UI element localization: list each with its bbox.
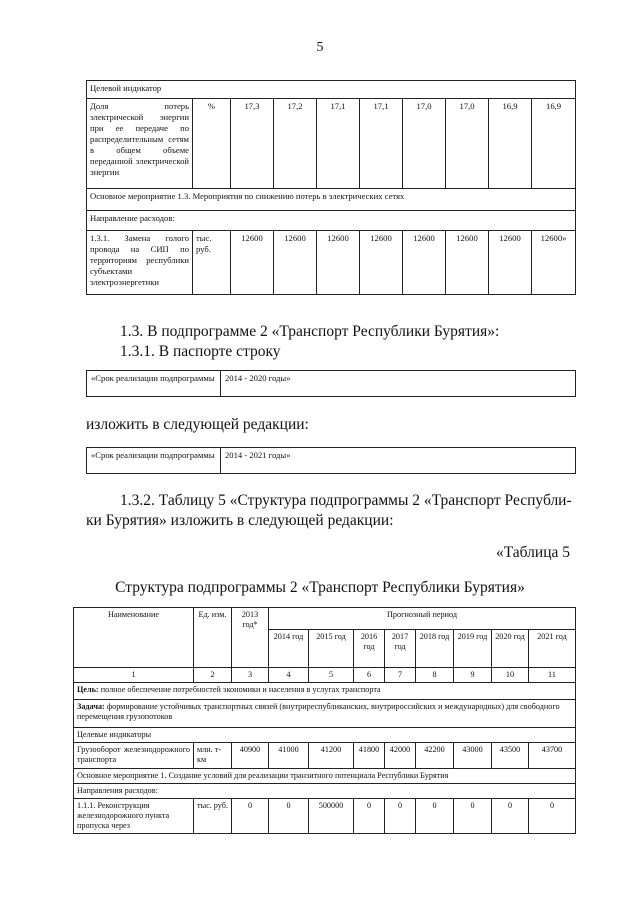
freight-value: 42000 — [385, 743, 416, 769]
header-year: 2016 год — [354, 630, 385, 668]
recon-value: 0 — [232, 799, 269, 834]
header-year: 2018 год — [416, 630, 454, 668]
page-number: 5 — [316, 40, 324, 55]
header-name: Наименование — [74, 608, 194, 668]
goal-row — [74, 683, 576, 700]
indicator-value: 17,2 — [274, 99, 317, 189]
col-number: 3 — [232, 668, 269, 683]
freight-value: 43500 — [492, 743, 529, 769]
freight-value: 41800 — [354, 743, 385, 769]
targets-row: Целевые индикаторы — [74, 728, 576, 743]
header-forecast: Прогнозный период — [269, 608, 576, 630]
recon-value: 0 — [269, 799, 309, 834]
goal-label: Цель: — [77, 685, 99, 694]
paragraph-1-3-1: 1.3.1. В паспорте строку — [120, 343, 281, 360]
freight-name: Грузооборот железнодорожного транспорта — [74, 743, 194, 769]
indicator-value: 17,1 — [360, 99, 403, 189]
freight-value: 40900 — [232, 743, 269, 769]
indicator-value: 17,0 — [403, 99, 446, 189]
recon-value: 0 — [454, 799, 492, 834]
table-caption: «Таблица 5 — [495, 544, 570, 561]
item-value: 12600 — [317, 231, 360, 295]
recon-value: 0 — [529, 799, 576, 834]
structure-title: Структура подпрограммы 2 «Транспорт Республики Бурятия» — [115, 579, 525, 596]
col-number: 9 — [454, 668, 492, 683]
recon-value: 0 — [416, 799, 454, 834]
header-unit: Ед. изм. — [194, 608, 232, 668]
header-year: 2017 год — [385, 630, 416, 668]
task-text: формирование устойчивых транспортных связей (внутриреспубликанских, внутрироссийских и международных) для свободного перемещения грузопотоков — [77, 702, 560, 721]
indicator-unit: % — [193, 99, 231, 189]
item-unit: тыс. руб. — [193, 231, 231, 295]
item-value: 12600 — [274, 231, 317, 295]
target-indicator-label: Целевой индикатор — [87, 81, 576, 99]
recon-value: 0 — [385, 799, 416, 834]
indicator-value: 17,3 — [231, 99, 274, 189]
item-value: 12600 — [231, 231, 274, 295]
term-value: 2014 - 2020 годы» — [221, 371, 576, 397]
item-value: 12600 — [403, 231, 446, 295]
freight-unit: млн. т-км — [194, 743, 232, 769]
indicator-name: Доля потерь электрической энергии при ее передаче по распределительным сетям в общем объеме переданной электрической энергии — [87, 99, 193, 189]
structure-table — [73, 607, 576, 834]
col-number: 10 — [492, 668, 529, 683]
expense-direction-row: Направление расходов: — [87, 211, 576, 231]
main-event-row: Основное мероприятие 1. Создание условий для реализации транзитного потенциала Республики Бурятия — [74, 769, 576, 784]
item-value: 12600 — [489, 231, 532, 295]
freight-value: 41200 — [309, 743, 354, 769]
header-year: 2014 год — [269, 630, 309, 668]
header-year: 2021 год — [529, 630, 576, 668]
recon-unit: тыс. руб. — [194, 799, 232, 834]
freight-value: 41000 — [269, 743, 309, 769]
item-value: 12600 — [360, 231, 403, 295]
col-number: 7 — [385, 668, 416, 683]
indicator-value: 17,1 — [317, 99, 360, 189]
header-year: 2020 год — [492, 630, 529, 668]
goal-text: полное обеспечение потребностей экономики и населения в услугах транспорта — [98, 685, 381, 694]
new-term-table — [86, 447, 576, 474]
freight-value: 43700 — [529, 743, 576, 769]
recon-value: 500000 — [309, 799, 354, 834]
col-number: 11 — [529, 668, 576, 683]
old-term-table — [86, 370, 576, 397]
item-name: 1.3.1. Замена голого провода на СИП по территориям республики субъектами электроэнергетики — [87, 231, 193, 295]
task-row — [74, 700, 576, 728]
task-label: Задача: — [77, 702, 105, 711]
header-year: 2019 год — [454, 630, 492, 668]
expense-direction-row: Направления расходов: — [74, 784, 576, 799]
col-number: 6 — [354, 668, 385, 683]
term-label: «Срок реализации подпрограммы — [87, 371, 221, 397]
indicator-value: 16,9 — [532, 99, 576, 189]
col-number: 5 — [309, 668, 354, 683]
col-number: 1 — [74, 668, 194, 683]
main-event-row: Основное мероприятие 1.3. Мероприятия по снижению потерь в электрических сетях — [87, 189, 576, 211]
paragraph-1-3-2-line1: 1.3.2. Таблицу 5 «Структура подпрограммы 2 «Транспорт Республи- — [120, 492, 572, 509]
energy-loss-table — [86, 80, 576, 295]
term-label: «Срок реализации подпрограммы — [87, 448, 221, 474]
recon-value: 0 — [354, 799, 385, 834]
paragraph-1-3-2-line2: ки Бурятия» изложить в следующей редакции: — [86, 512, 394, 529]
item-value: 12600» — [532, 231, 576, 295]
header-year: 2015 год — [309, 630, 354, 668]
freight-value: 43000 — [454, 743, 492, 769]
item-value: 12600 — [446, 231, 489, 295]
term-value: 2014 - 2021 годы» — [221, 448, 576, 474]
col-number: 8 — [416, 668, 454, 683]
indicator-value: 17,0 — [446, 99, 489, 189]
col-number: 2 — [194, 668, 232, 683]
col-number: 4 — [269, 668, 309, 683]
freight-value: 42200 — [416, 743, 454, 769]
indicator-value: 16,9 — [489, 99, 532, 189]
recon-value: 0 — [492, 799, 529, 834]
recon-name: 1.1.1. Реконструкция железнодорожного пункта пропуска через — [74, 799, 194, 834]
header-2013: 2013 год* — [232, 608, 269, 668]
paragraph-1-3: 1.3. В подпрограмме 2 «Транспорт Республики Бурятия»: — [120, 323, 500, 340]
paragraph-new-edition: изложить в следующей редакции: — [86, 416, 309, 433]
